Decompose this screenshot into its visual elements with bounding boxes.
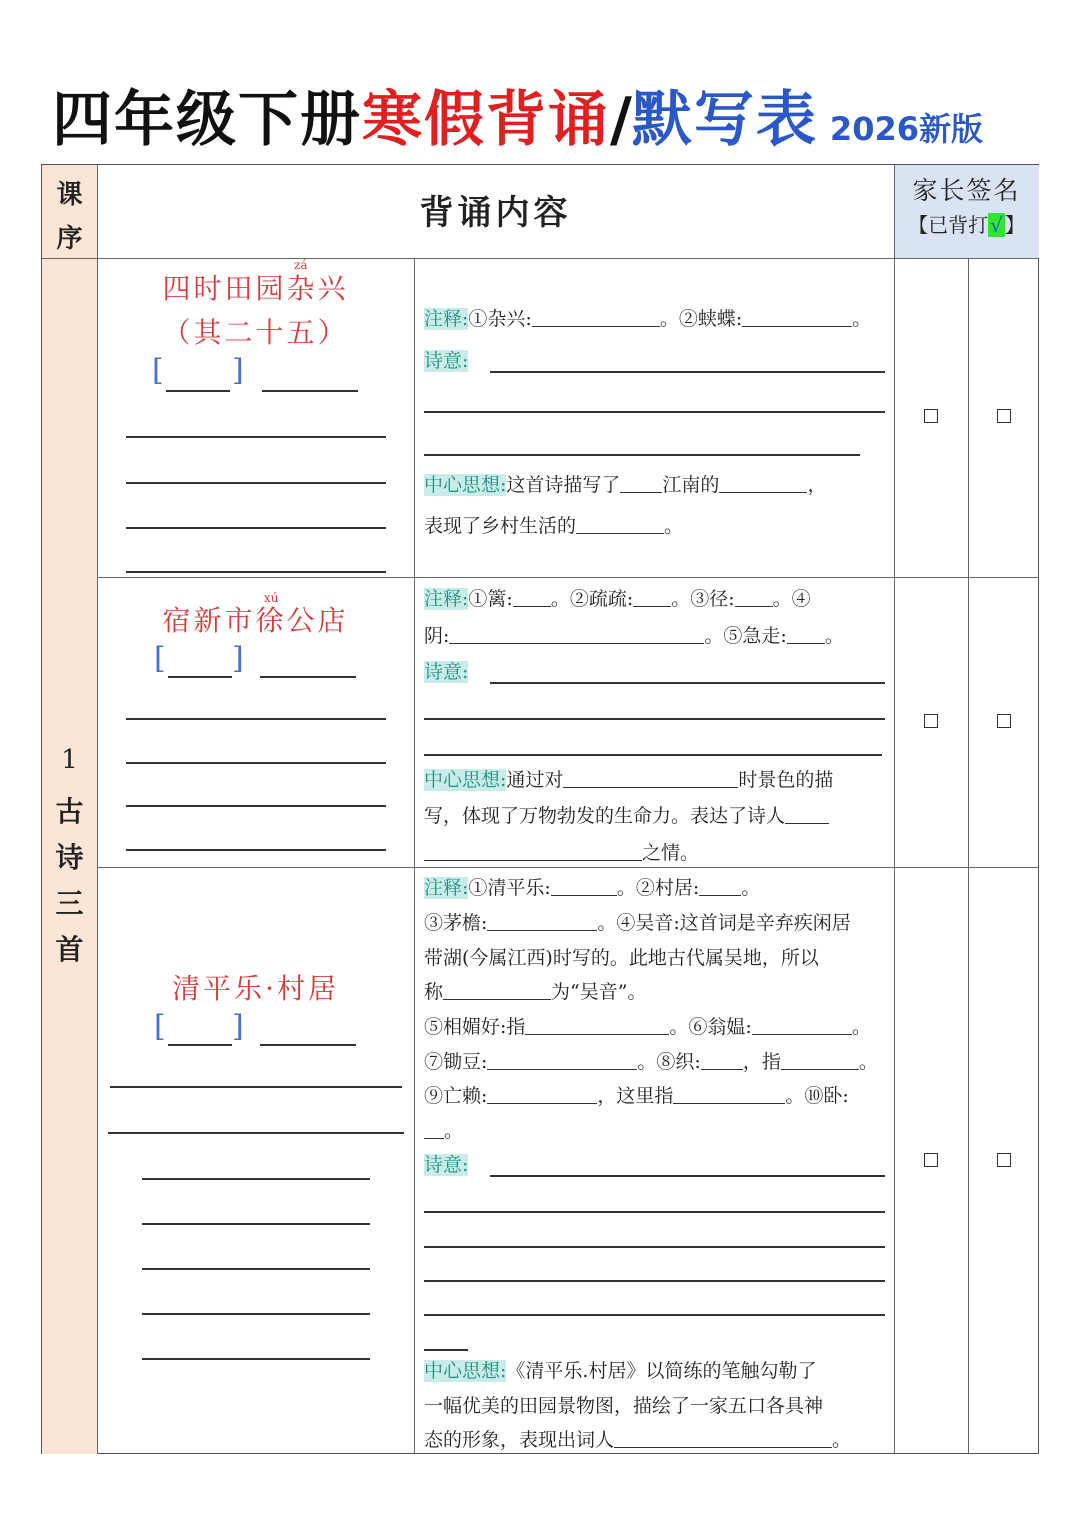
notes-text: 。②疏疏: [550,588,634,610]
theme-text: 。 [664,515,684,537]
grid-line [414,258,415,1453]
fill-blank[interactable] [424,843,642,861]
writing-line[interactable] [126,482,386,484]
theme-row [424,1429,851,1451]
notes-text: 。 [741,877,761,899]
header-lesson [42,173,97,261]
grid-line [42,258,1038,259]
writing-line[interactable] [424,1314,885,1316]
notes-text: 阴: [424,625,450,647]
fill-blank[interactable] [576,516,664,534]
parent-sign-checkbox[interactable] [997,714,1011,728]
grid-line [97,165,98,1453]
poem-title-text: 公店 [286,604,349,637]
author-blank[interactable] [260,1044,356,1046]
theme-row [424,842,699,864]
fill-blank[interactable] [699,878,741,896]
fill-blank[interactable] [735,589,773,607]
notes-text: ⑤相媚好:指 [424,1016,526,1038]
title-dictation: 默写表 [631,85,818,155]
title-slash: / [610,85,632,155]
theme-text: 时景色的描 [738,769,834,791]
header-content: 背诵内容 [419,193,572,233]
fill-blank[interactable] [719,475,807,493]
meaning-row [424,1154,468,1176]
theme-row [424,1360,816,1382]
writing-line[interactable] [424,1211,885,1213]
notes-row: 带湖(今属江西)时写的。此地古代属吴地，所以 [424,947,819,969]
meaning-label: 诗意: [424,661,469,683]
theme-text: 态的形象，表现出词人 [424,1429,615,1451]
poem-title [97,599,414,639]
bracket-close: ] [232,1009,244,1044]
dynasty-blank[interactable] [168,1044,232,1046]
parent-sign-checkbox[interactable] [924,714,938,728]
header-sign: 家长签名 [912,176,1021,205]
poem-title-text: 徐 [255,604,287,637]
theme-text: 。 [832,1429,852,1451]
bracket-open: [ [154,1009,166,1044]
lesson-name-char: 首 [55,933,84,966]
notes-row [424,1016,871,1038]
notes-text: 。④ [772,588,811,610]
writing-line[interactable] [424,1349,468,1351]
title-version: 2026新版 [829,110,983,148]
bracket-open: [ [152,353,164,388]
dynasty-blank[interactable] [168,676,232,678]
notes-row [424,1051,878,1073]
notes-row [424,981,646,1003]
notes-text: 。④吴音:这首词是辛弃疾闲居 [597,912,851,934]
notes-text: 。⑥翁媪: [669,1016,752,1038]
notes-text: 。⑩卧: [785,1085,849,1107]
theme-row [424,769,833,791]
check-mark-icon: √ [990,213,1003,237]
notes-row [424,588,811,610]
notes-text: 。 [444,1120,464,1142]
writing-line[interactable] [490,1175,885,1177]
fill-blank[interactable] [781,1052,859,1070]
notes-text: 。 [824,625,844,647]
lesson-number: 1 [61,745,78,775]
theme-text: 之情。 [642,842,700,864]
parent-sign-checkbox[interactable] [924,1153,938,1167]
fill-blank[interactable] [525,1017,669,1035]
writing-line[interactable] [142,1268,370,1270]
recitation-table [41,164,1039,1454]
theme-text: 写，体现了万物勃发的生命力。表达了诗人 [424,805,786,827]
notes-text: ③茅檐: [424,912,488,934]
fill-blank[interactable] [620,475,662,493]
notes-text: ①杂兴: [468,308,532,330]
writing-line[interactable] [126,527,386,529]
writing-line[interactable] [424,1280,885,1282]
meaning-label: 诗意: [424,1154,469,1176]
grid-line [894,165,895,1453]
header-lesson-char: 课 [56,180,83,210]
writing-line[interactable] [142,1223,370,1225]
notes-row [424,1120,463,1142]
grid-line [97,577,1038,578]
fill-blank[interactable] [563,770,738,788]
theme-row: 一幅优美的田园景物图，描绘了一家五口各具神 [424,1395,824,1417]
fill-blank[interactable] [487,1086,597,1104]
writing-line[interactable] [126,436,386,438]
writing-line[interactable] [126,849,386,851]
title-grade: 四年级下册 [52,85,362,155]
sign-instruction-text: 【已背打 [908,213,989,237]
poem-title-text: 宿新市 [162,604,256,637]
fill-blank[interactable] [633,589,671,607]
notes-text: 称 [424,981,444,1003]
parent-sign-checkbox[interactable] [997,409,1011,423]
notes-text: 。 [851,1016,871,1038]
writing-line[interactable] [490,682,885,684]
fill-blank[interactable] [449,626,704,644]
writing-line[interactable] [126,571,386,573]
writing-line[interactable] [126,762,386,764]
grid-line [97,867,1038,868]
meaning-row [424,350,468,372]
fill-blank[interactable] [551,878,617,896]
notes-row [424,625,844,647]
notes-text: 。⑧织: [637,1051,701,1073]
theme-label: 中心思想: [424,474,507,496]
writing-line[interactable] [142,1178,370,1180]
grid-line [968,258,969,1453]
writing-line[interactable] [126,805,386,807]
pinyin-annotation: xú [264,591,279,605]
notes-label: 注释: [424,308,469,330]
header-lesson-char: 序 [56,224,83,254]
fill-blank[interactable] [513,589,551,607]
poem-title: 清平乐·村居 [172,972,339,1005]
fill-blank[interactable] [752,1017,852,1035]
lesson-name-char: 古 [55,795,84,828]
fill-blank[interactable] [487,913,597,931]
meaning-label: 诗意: [424,350,469,372]
notes-text: ，指 [742,1051,781,1073]
writing-line[interactable] [108,1132,404,1134]
fill-blank[interactable] [785,806,829,824]
notes-row [424,1085,849,1107]
theme-row [424,474,826,496]
header-sign-instruction [894,209,1039,238]
poem-title-text: 四时田园 [162,272,287,305]
writing-line[interactable] [424,754,882,756]
theme-label: 中心思想: [424,1360,507,1382]
bracket-close: ] [232,353,244,388]
pinyin-annotation: zá [294,258,308,272]
notes-row [424,308,871,330]
writing-line[interactable] [142,1313,370,1315]
notes-label: 注释: [424,877,469,899]
theme-text: ， [807,474,827,496]
notes-text: ⑨亡赖: [424,1085,488,1107]
theme-row [424,805,829,827]
notes-text: 。②村居: [616,877,700,899]
writing-line[interactable] [110,1086,402,1088]
author-blank[interactable] [262,390,358,392]
notes-text: 。⑤急走: [704,625,787,647]
notes-text: 。②蛱蝶: [659,308,743,330]
theme-label: 中心思想: [424,769,507,791]
bracket-open: [ [154,641,166,676]
sign-instruction-text: 】 [1004,213,1025,237]
fill-blank[interactable] [701,1052,743,1070]
notes-text: ①清平乐: [468,877,551,899]
parent-sign-checkbox[interactable] [924,409,938,423]
notes-row [424,877,760,899]
poem-title [97,267,414,307]
meaning-row [424,661,468,683]
theme-text: 《清平乐.村居》以简练的笔触勾勒了 [506,1360,817,1382]
poem-title-text: 杂 [286,272,318,305]
writing-line[interactable] [424,1246,885,1248]
writing-line[interactable] [142,1358,370,1360]
fill-blank[interactable] [742,309,852,327]
notes-text: ，这里指 [597,1085,674,1107]
poem-subtitle: （其二十五） [162,316,349,349]
fill-blank[interactable] [614,1430,832,1448]
page-title [52,72,983,155]
fill-blank[interactable] [673,1086,785,1104]
notes-text: ①篱: [468,588,513,610]
writing-line[interactable] [490,371,885,373]
fill-blank[interactable] [787,626,825,644]
theme-text: 江南的 [662,474,720,496]
notes-text: 为“吴音”。 [551,981,647,1003]
poem-title-text: 兴 [317,272,349,305]
notes-text: ⑦锄豆: [424,1051,488,1073]
fill-blank[interactable] [487,1052,637,1070]
theme-text: 通过对 [506,769,564,791]
writing-line[interactable] [424,718,885,720]
lesson-name-char: 三 [55,887,84,920]
notes-label: 注释: [424,588,469,610]
fill-blank[interactable] [424,1121,444,1139]
theme-row [424,515,683,537]
parent-sign-checkbox[interactable] [997,1153,1011,1167]
theme-text: 这首诗描写了 [506,474,621,496]
theme-text: 表现了乡村生活的 [424,515,577,537]
writing-line[interactable] [424,411,885,413]
notes-text: 。③径: [671,588,735,610]
notes-row [424,912,851,934]
writing-line[interactable] [126,718,386,720]
fill-blank[interactable] [443,982,551,1000]
title-recite: 寒假背诵 [362,85,610,155]
bracket-close: ] [232,641,244,676]
notes-text: 。 [852,308,872,330]
fill-blank[interactable] [532,309,660,327]
writing-line[interactable] [424,454,860,456]
dynasty-blank[interactable] [166,390,230,392]
notes-text: 。 [858,1051,878,1073]
lesson-name-char: 诗 [55,841,84,874]
author-blank[interactable] [260,676,356,678]
